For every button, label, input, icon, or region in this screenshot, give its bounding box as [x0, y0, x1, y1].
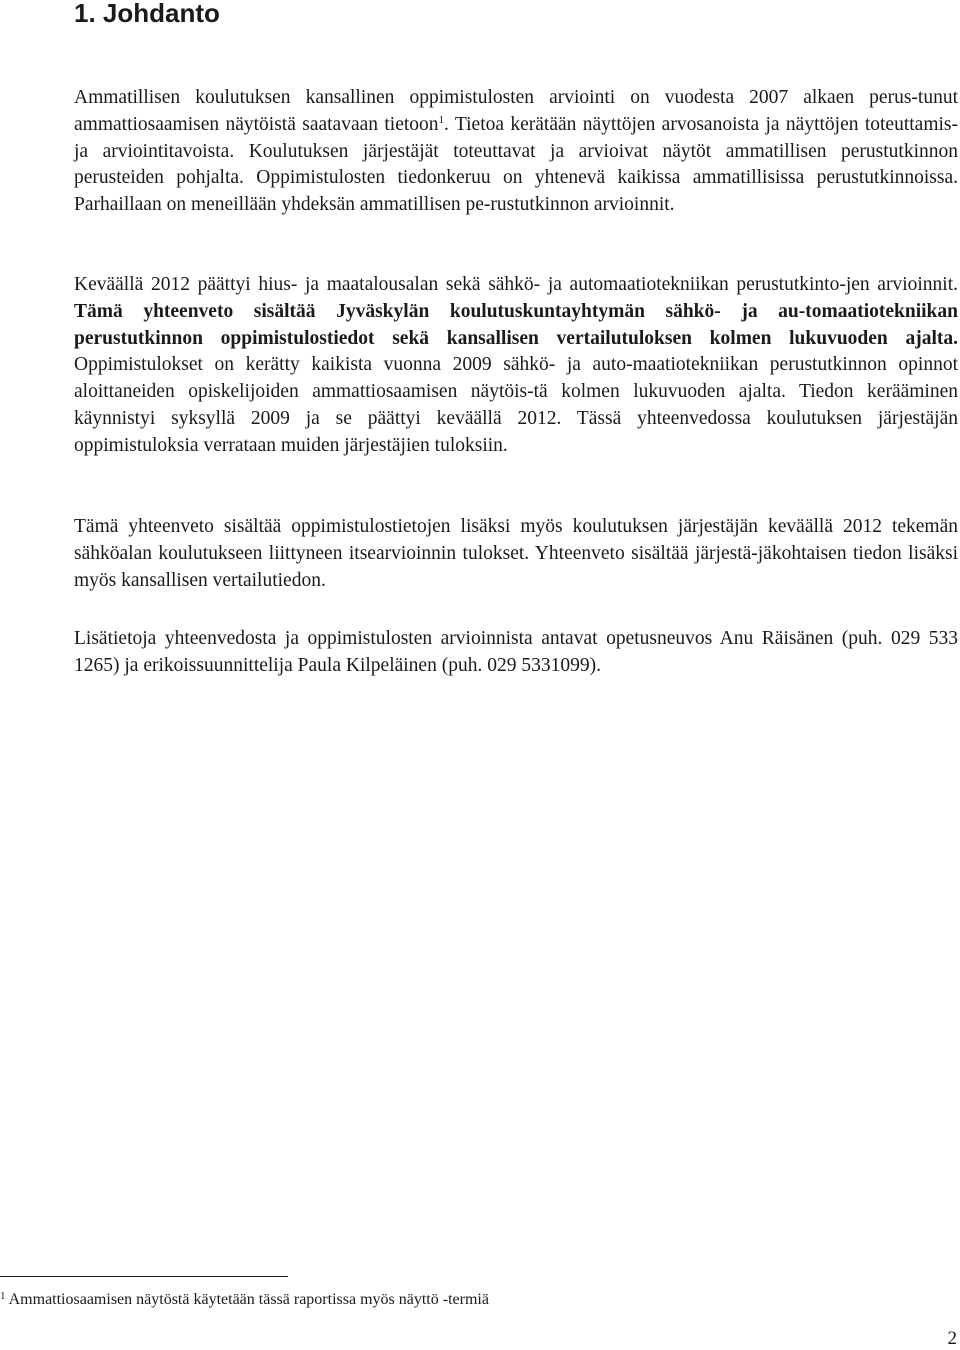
page-heading: 1. Johdanto	[74, 0, 220, 28]
page-number: 2	[947, 1328, 957, 1349]
footnote-divider	[0, 1276, 288, 1277]
footnote-reference[interactable]: 1	[438, 113, 445, 126]
summary-paragraph	[74, 272, 958, 460]
self-assessment-paragraph: Tämä yhteenveto sisältää oppimistulostietojen lisäksi myös koulutuksen järjestäjän keväällä 2012 tekemän sähköalan koulutukseen liittyneen itsearvioinnin tulokset. Yhteenveto sisältää järjestä-jäkohtaisen tiedon lisäksi myös kansallisen vertailutiedon.	[74, 516, 958, 591]
intro-text-part2: . Tietoa kerätään näyttöjen arvosanoista ja näyttöjen toteuttamis- ja arviointitavoista. Koulutuksen järjestäjät toteuttavat ja arvioivat näytöt ammatillisen perustutkinnon perusteiden pohjalta. Oppimistulosten tiedonkeruu on yhtenevä kaikissa ammatillisissa perustutkinnoissa. Parhaillaan on meneillään yhdeksän ammatillisen pe-rustutkinnon arvioinnit.	[74, 113, 958, 216]
footnote	[0, 1290, 489, 1310]
contact-paragraph: Lisätietoja yhteenvedosta ja oppimistulosten arvioinnista antavat opetusneuvos Anu Räisänen (puh. 029 533 1265) ja erikoissuunnittelija Paula Kilpeläinen (puh. 029 5331099).	[74, 628, 958, 676]
footnote-text: Ammattiosaamisen näytöstä käytetään tässä raportissa myös näyttö -termiä	[5, 1291, 489, 1308]
summary-text-part1: Keväällä 2012 päättyi hius- ja maatalousalan sekä sähkö- ja automaatiotekniikan perustutkinto-jen arvioinnit.	[74, 274, 958, 295]
intro-text-part1: Ammatillisen koulutuksen kansallinen oppimistulosten arviointi on vuodesta 2007 alkaen perus-tunut ammattiosaamisen näytöistä saatavaan tietoon	[74, 87, 958, 135]
summary-text-part2: Oppimistulokset on kerätty kaikista vuonna 2009 sähkö- ja auto-maatiotekniikan perustutkinnon opinnot aloittaneiden opiskelijoiden ammattiosaamisen näytöis-tä kolmen lukuvuoden ajalta. Tiedon kerääminen käynnistyi syksyllä 2009 ja se päättyi keväällä 2012. Tässä yhteenvedossa koulutuksen järjestäjän oppimistuloksia verrataan muiden järjestäjien tuloksiin.	[74, 354, 958, 456]
footnote-marker: 1	[0, 1290, 6, 1302]
summary-bold-text: Tämä yhteenveto sisältää Jyväskylän koulutuskuntayhtymän sähkö- ja au-tomaatiotekniikan perustutkinnon oppimistulostiedot sekä kansallisen vertailutuloksen kolmen lukuvuoden ajalta.	[74, 300, 958, 349]
intro-paragraph	[74, 85, 958, 219]
